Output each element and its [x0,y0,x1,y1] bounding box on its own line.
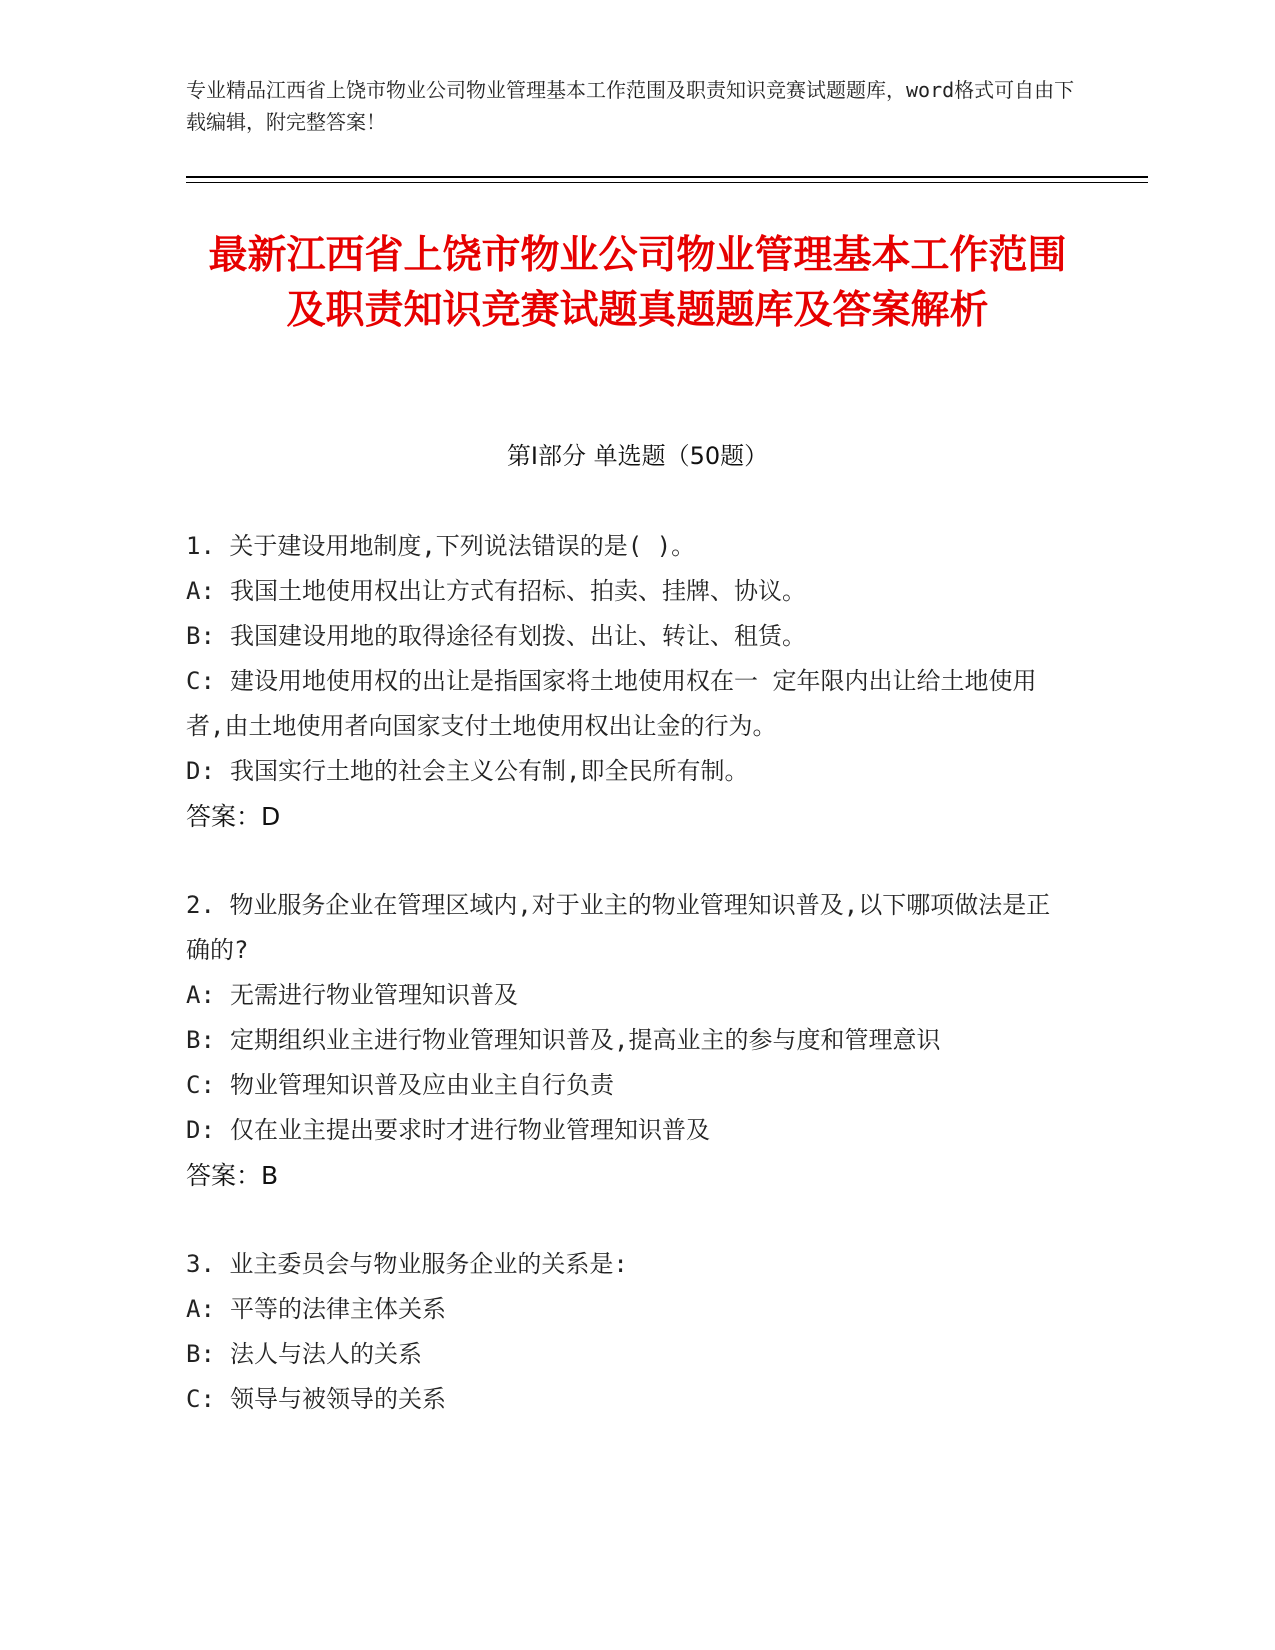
option-c [186,1377,1066,1422]
option-label: A: [186,577,215,605]
option-d [186,1108,1066,1153]
option-label: D: [186,1116,215,1144]
option-a [186,973,1066,1018]
option-text: 平等的法律主体关系 [230,1295,446,1323]
option-label: C: [186,1071,215,1099]
question-2 [186,883,1066,1198]
option-a [186,1287,1066,1332]
option-a [186,569,1066,614]
question-stem: 2. 物业服务企业在管理区域内,对于业主的物业管理知识普及,以下哪项做法是正确的? [186,891,1051,964]
option-text: 我国实行土地的社会主义公有制,即全民所有制。 [230,757,749,785]
option-c [186,659,1066,749]
option-text: 无需进行物业管理知识普及 [230,981,518,1009]
header-divider-thick [186,176,1148,178]
option-text: 物业管理知识普及应由业主自行负责 [230,1071,614,1099]
option-text: 领导与被领导的关系 [230,1385,446,1413]
option-b [186,1332,1066,1377]
header-divider-thin [186,182,1148,183]
option-d [186,749,1066,794]
answer: 答案：D [186,802,281,831]
option-label: B: [186,622,215,650]
option-label: A: [186,981,215,1009]
question-list [186,524,1066,1466]
option-text: 仅在业主提出要求时才进行物业管理知识普及 [230,1116,710,1144]
document-title: 最新江西省上饶市物业公司物业管理基本工作范围及职责知识竞赛试题真题题库及答案解析 [208,233,1067,333]
option-label: B: [186,1026,215,1054]
option-text: 我国建设用地的取得途径有划拨、出让、转让、租赁。 [230,622,806,650]
option-text: 法人与法人的关系 [230,1340,422,1368]
option-label: B: [186,1340,215,1368]
option-text: 建设用地使用权的出让是指国家将土地使用权在一 定年限内出让给土地使用者,由土地使用者向国家支付土地使用权出让金的行为。 [186,667,1037,740]
section-title: 第Ⅰ部分 单选题（50题） [506,442,769,470]
option-label: C: [186,1385,215,1413]
question-1 [186,524,1066,839]
option-label: D: [186,757,215,785]
option-b [186,1018,1066,1063]
option-text: 我国土地使用权出让方式有招标、拍卖、挂牌、协议。 [230,577,806,605]
answer: 答案：B [186,1161,279,1190]
option-label: A: [186,1295,215,1323]
option-text: 定期组织业主进行物业管理知识普及,提高业主的参与度和管理意识 [230,1026,941,1054]
question-3 [186,1242,1066,1422]
option-c [186,1063,1066,1108]
question-stem: 1. 关于建设用地制度,下列说法错误的是( )。 [186,532,696,560]
option-b [186,614,1066,659]
header-note: 专业精品江西省上饶市物业公司物业管理基本工作范围及职责知识竞赛试题题库，word格式可自由下载编辑，附完整答案！ [186,78,1075,134]
option-label: C: [186,667,215,695]
question-stem: 3. 业主委员会与物业服务企业的关系是: [186,1250,628,1278]
